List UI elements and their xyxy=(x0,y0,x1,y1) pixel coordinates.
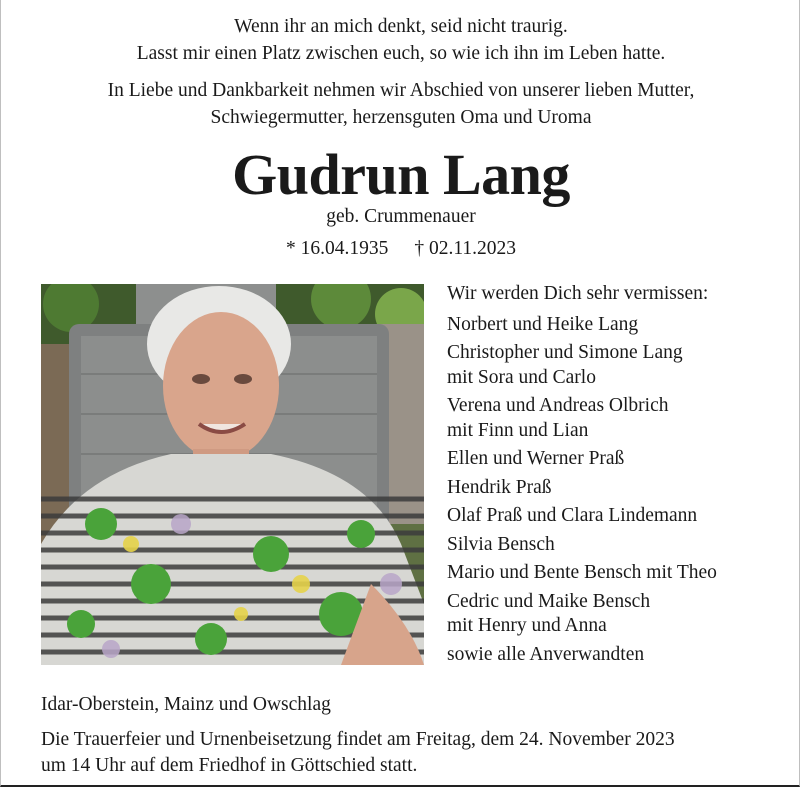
farewell-intro xyxy=(1,77,800,131)
mourner-line: mit Finn und Lian xyxy=(447,419,589,441)
maiden-name: geb. Crummenauer xyxy=(326,206,476,227)
list-item xyxy=(447,504,787,529)
funeral-announcement xyxy=(41,727,781,779)
funeral-line: um 14 Uhr auf dem Friedhof in Göttschied statt. xyxy=(41,755,418,776)
list-item xyxy=(447,533,787,558)
mourner-line: Christopher und Simone Lang xyxy=(447,342,683,363)
list-item xyxy=(447,341,787,390)
deceased-name: Gudrun Lang xyxy=(232,142,570,207)
list-item xyxy=(447,313,787,338)
list-item xyxy=(447,643,787,668)
poem-line: Lasst mir einen Platz zwischen euch, so wie ich ihn im Leben hatte. xyxy=(136,43,666,64)
mourner-line: Cedric und Maike Bensch xyxy=(447,590,651,612)
death-date: † 02.11.2023 xyxy=(414,238,517,259)
mourner-line: Verena und Andreas Olbrich xyxy=(447,395,669,416)
mourner-line: Hendrik Praß xyxy=(447,476,552,498)
intro-line: Schwiegermutter, herzensguten Oma und Uroma xyxy=(210,107,592,128)
mourner-line: mit Sora und Carlo xyxy=(447,366,596,388)
mourner-line: sowie alle Anverwandten xyxy=(447,643,645,665)
memorial-poem xyxy=(1,13,800,67)
mourner-line: Silvia Bensch xyxy=(447,533,555,555)
funeral-line: Die Trauerfeier und Urnenbeisetzung findet am Freitag, dem 24. November 2023 xyxy=(41,729,675,750)
mourner-line: Mario und Bente Bensch mit Theo xyxy=(447,562,717,583)
mourner-line: mit Henry und Anna xyxy=(447,615,607,636)
mourners-list xyxy=(447,282,787,671)
mourners-lead: Wir werden Dich sehr vermissen: xyxy=(447,283,709,304)
intro-line: In Liebe und Dankbarkeit nehmen wir Abschied von unserer lieben Mutter, xyxy=(107,80,695,101)
mourner-line: Olaf Praß und Clara Lindemann xyxy=(447,505,698,526)
life-dates xyxy=(1,236,800,262)
mourner-line: Ellen und Werner Praß xyxy=(447,448,625,469)
family-locations: Idar-Oberstein, Mainz und Owschlag xyxy=(41,694,331,715)
list-item xyxy=(447,561,787,586)
mourner-line: Norbert und Heike Lang xyxy=(447,313,639,335)
portrait-photo xyxy=(41,284,424,665)
list-item xyxy=(447,394,787,443)
list-item xyxy=(447,476,787,501)
list-item xyxy=(447,447,787,472)
birth-date: * 16.04.1935 xyxy=(285,238,389,259)
list-item xyxy=(447,590,787,639)
poem-line: Wenn ihr an mich denkt, seid nicht traurig. xyxy=(234,16,568,37)
